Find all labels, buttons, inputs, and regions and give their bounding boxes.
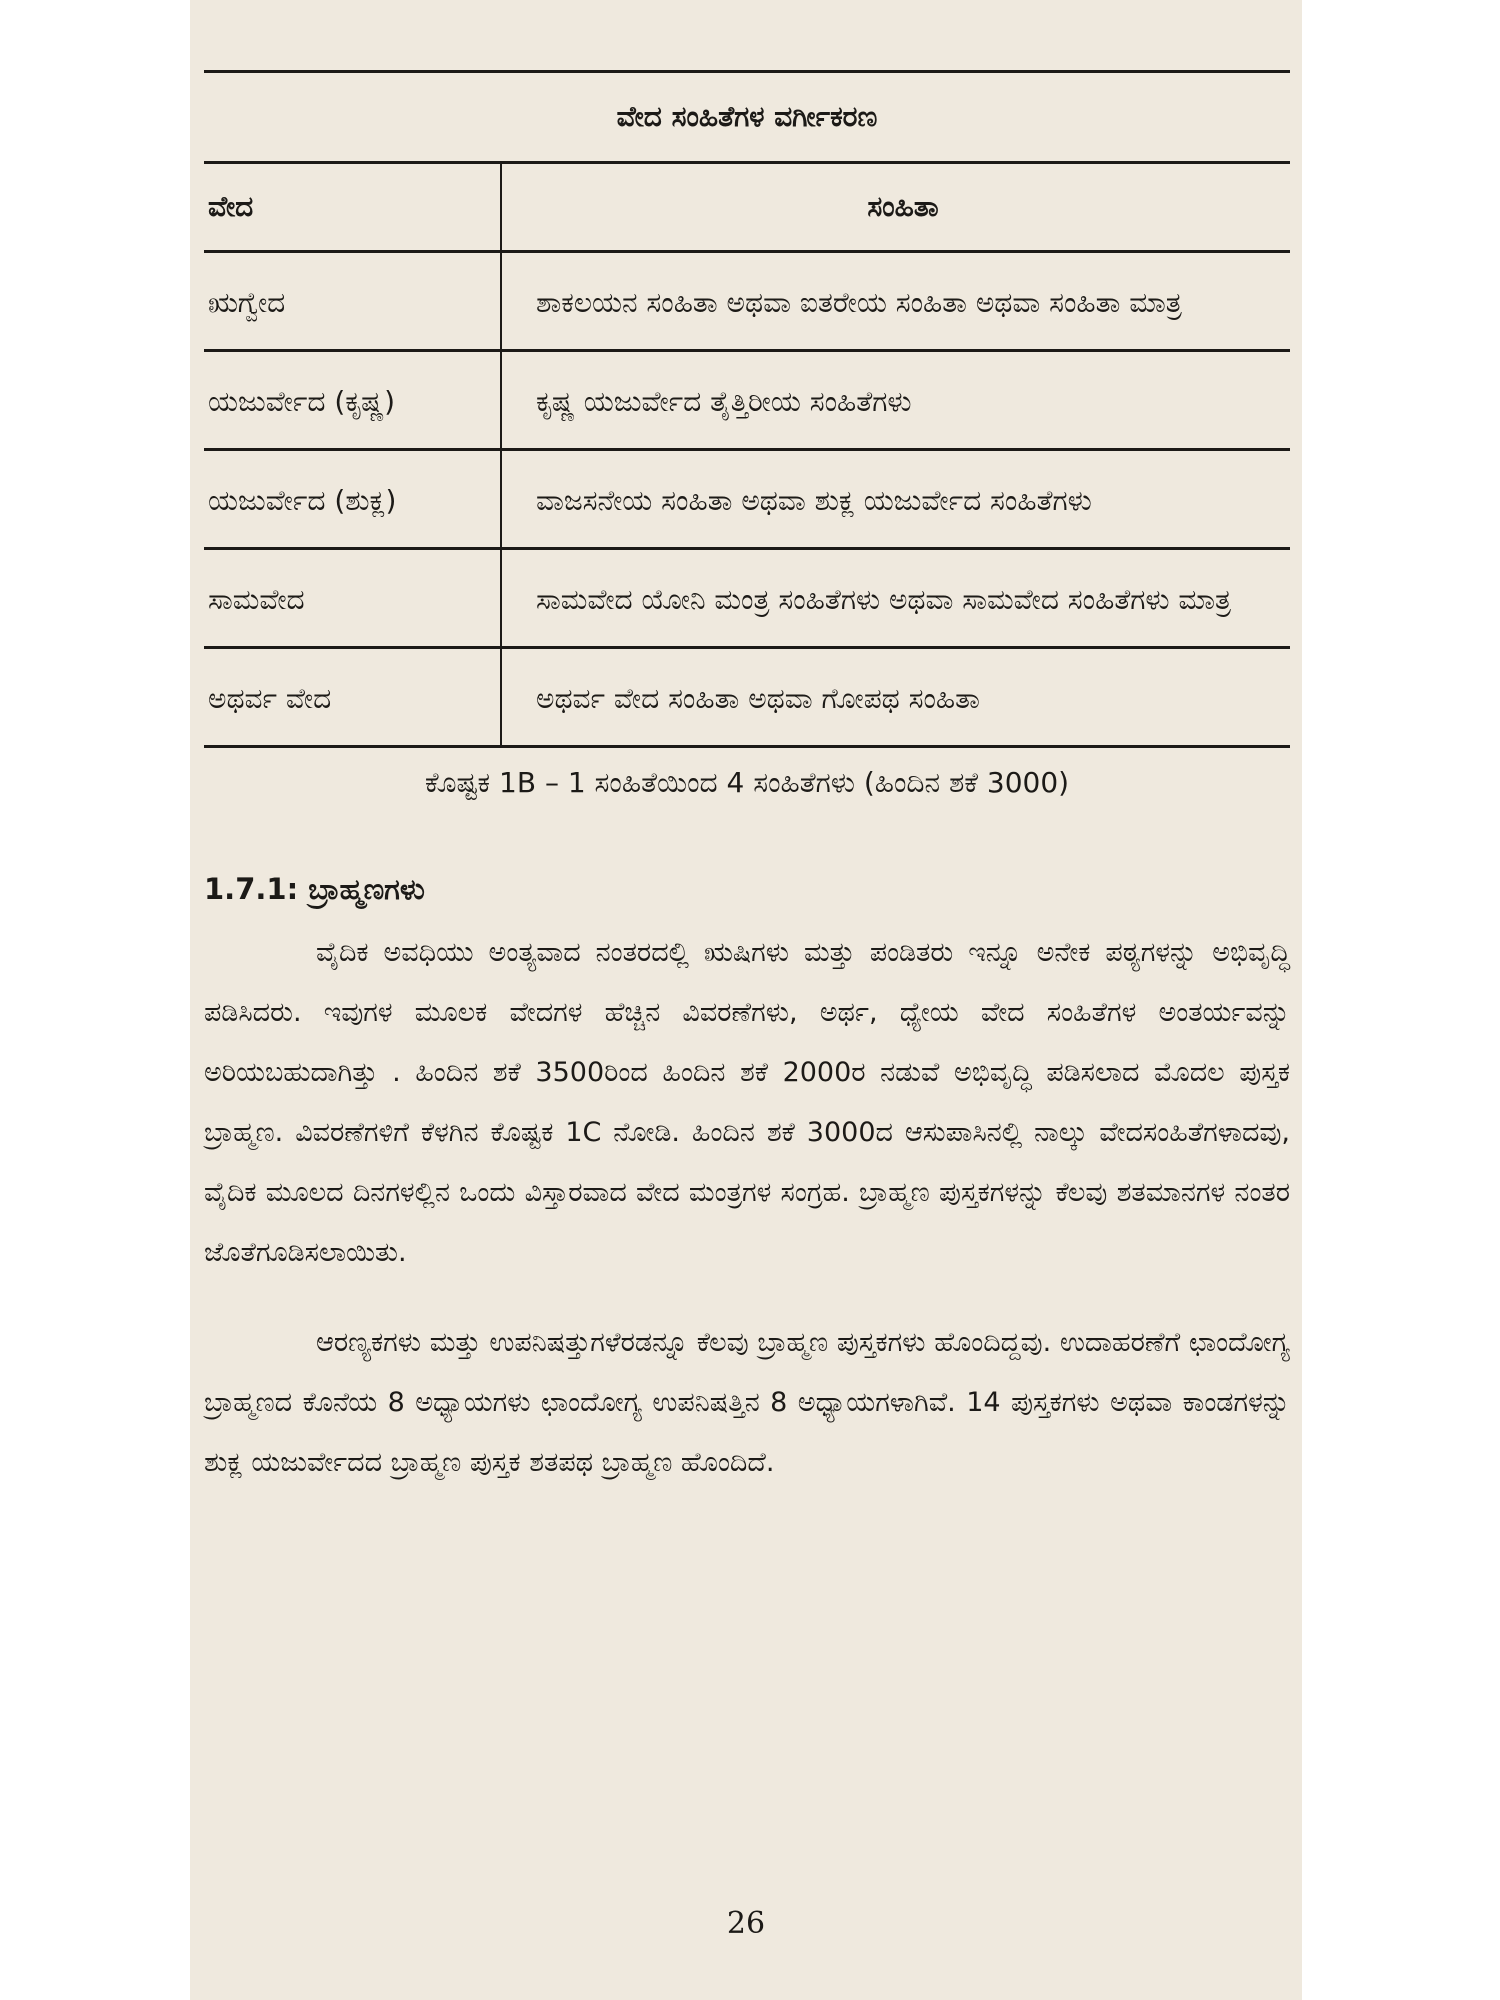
veda-cell: ಯಜುರ್ವೇದ (ಕೃಷ್ಣ) — [204, 351, 501, 450]
veda-cell: ಸಾಮವೇದ — [204, 549, 501, 648]
samhita-cell: ವಾಜಸನೇಯ ಸಂಹಿತಾ ಅಥವಾ ಶುಕ್ಲ ಯಜುರ್ವೇದ ಸಂಹಿತೆಗಳು — [501, 450, 1290, 549]
table-title-row — [204, 72, 1290, 163]
table-caption: ಕೊಷ್ಟಕ 1B – 1 ಸಂಹಿತೆಯಿಂದ 4 ಸಂಹಿತೆಗಳು (ಹಿಂದಿನ ಶಕೆ 3000) — [424, 766, 1070, 799]
samhita-cell: ಶಾಕಲಯನ ಸಂಹಿತಾ ಅಥವಾ ಐತರೇಯ ಸಂಹಿತಾ ಅಥವಾ ಸಂಹಿತಾ ಮಾತ್ರ — [501, 252, 1290, 351]
header-samhita: ಸಂಹಿತಾ — [501, 163, 1290, 252]
veda-cell: ಯಜುರ್ವೇದ (ಶುಕ್ಲ) — [204, 450, 501, 549]
table-row — [204, 351, 1290, 450]
table-row — [204, 549, 1290, 648]
table-header-row — [204, 163, 1290, 252]
header-veda: ವೇದ — [204, 163, 501, 252]
veda-cell: ಅಥರ್ವ ವೇದ — [204, 648, 501, 747]
book-page — [190, 0, 1302, 2000]
samhita-cell: ಕೃಷ್ಣ ಯಜುರ್ವೇದ ತೈತ್ತಿರೀಯ ಸಂಹಿತೆಗಳು — [501, 351, 1290, 450]
table-title: ವೇದ ಸಂಹಿತೆಗಳ ವರ್ಗೀಕರಣ — [204, 72, 1290, 163]
samhita-cell: ಸಾಮವೇದ ಯೋನಿ ಮಂತ್ರ ಸಂಹಿತೆಗಳು ಅಥವಾ ಸಾಮವೇದ ಸಂಹಿತೆಗಳು ಮಾತ್ರ — [501, 549, 1290, 648]
body-paragraph: ಆರಣ್ಯಕಗಳು ಮತ್ತು ಉಪನಿಷತ್ತುಗಳೆರಡನ್ನೂ ಕೆಲವು ಬ್ರಾಹ್ಮಣ ಪುಸ್ತಕಗಳು ಹೊಂದಿದ್ದವು. ಉದಾಹರಣೆಗೆ ಛಾಂದೋಗ್ಯ ಬ್ರಾಹ್ಮಣದ ಕೊನೆಯ 8 ಅಧ್ಯಾಯಗಳು ಛಾಂದೋಗ್ಯ ಉಪನಿಷತ್ತಿನ 8 ಅಧ್ಯಾಯಗಳಾಗಿವೆ. 14 ಪುಸ್ತಕಗಳು ಅಥವಾ ಕಾಂಡಗಳನ್ನು ಶುಕ್ಲ ಯಜುರ್ವೇದದ ಬ್ರಾಹ್ಮಣ ಪುಸ್ತಕ ಶತಪಥ ಬ್ರಾಹ್ಮಣ ಹೊಂದಿದೆ. — [204, 1327, 1290, 1478]
section-heading: 1.7.1: ಬ್ರಾಹ್ಮಣಗಳು — [204, 872, 425, 906]
table-row — [204, 252, 1290, 351]
table-row — [204, 648, 1290, 747]
page-number: 26 — [726, 1906, 766, 1941]
veda-cell: ಋಗ್ವೇದ — [204, 252, 501, 351]
samhita-cell: ಅಥರ್ವ ವೇದ ಸಂಹಿತಾ ಅಥವಾ ಗೋಪಥ ಸಂಹಿತಾ — [501, 648, 1290, 747]
body-paragraph: ವೈದಿಕ ಅವಧಿಯು ಅಂತ್ಯವಾದ ನಂತರದಲ್ಲಿ ಋಷಿಗಳು ಮತ್ತು ಪಂಡಿತರು ಇನ್ನೂ ಅನೇಕ ಪಠ್ಯಗಳನ್ನು ಅಭಿವೃದ್ಧಿ ಪಡಿಸಿದರು. ಇವುಗಳ ಮೂಲಕ ವೇದಗಳ ಹೆಚ್ಚಿನ ವಿವರಣೆಗಳು, ಅರ್ಥ, ಧ್ಯೇಯ ವೇದ ಸಂಹಿತೆಗಳ ಅಂತರ್ಯವನ್ನು ಅರಿಯಬಹುದಾಗಿತ್ತು . ಹಿಂದಿನ ಶಕೆ 3500ರಿಂದ ಹಿಂದಿನ ಶಕೆ 2000ರ ನಡುವೆ ಅಭಿವೃದ್ಧಿ ಪಡಿಸಲಾದ ಮೊದಲ ಪುಸ್ತಕ ಬ್ರಾಹ್ಮಣ. ವಿವರಣೆಗಳಿಗೆ ಕೆಳಗಿನ ಕೊಷ್ಟಕ 1C ನೋಡಿ. ಹಿಂದಿನ ಶಕೆ 3000ದ ಆಸುಪಾಸಿನಲ್ಲಿ ನಾಲ್ಕು ವೇದಸಂಹಿತೆಗಳಾದವು, ವೈದಿಕ ಮೂಲದ ದಿನಗಳಲ್ಲಿನ ಒಂದು ವಿಸ್ತಾರವಾದ ವೇದ ಮಂತ್ರಗಳ ಸಂಗ್ರಹ. ಬ್ರಾಹ್ಮಣ ಪುಸ್ತಕಗಳನ್ನು ಕೆಲವು ಶತಮಾನಗಳ ನಂತರ ಜೊತೆಗೂಡಿಸಲಾಯಿತು. — [204, 937, 1290, 1268]
page-content — [204, 70, 1290, 1493]
veda-classification-table — [204, 70, 1290, 748]
table-row — [204, 450, 1290, 549]
